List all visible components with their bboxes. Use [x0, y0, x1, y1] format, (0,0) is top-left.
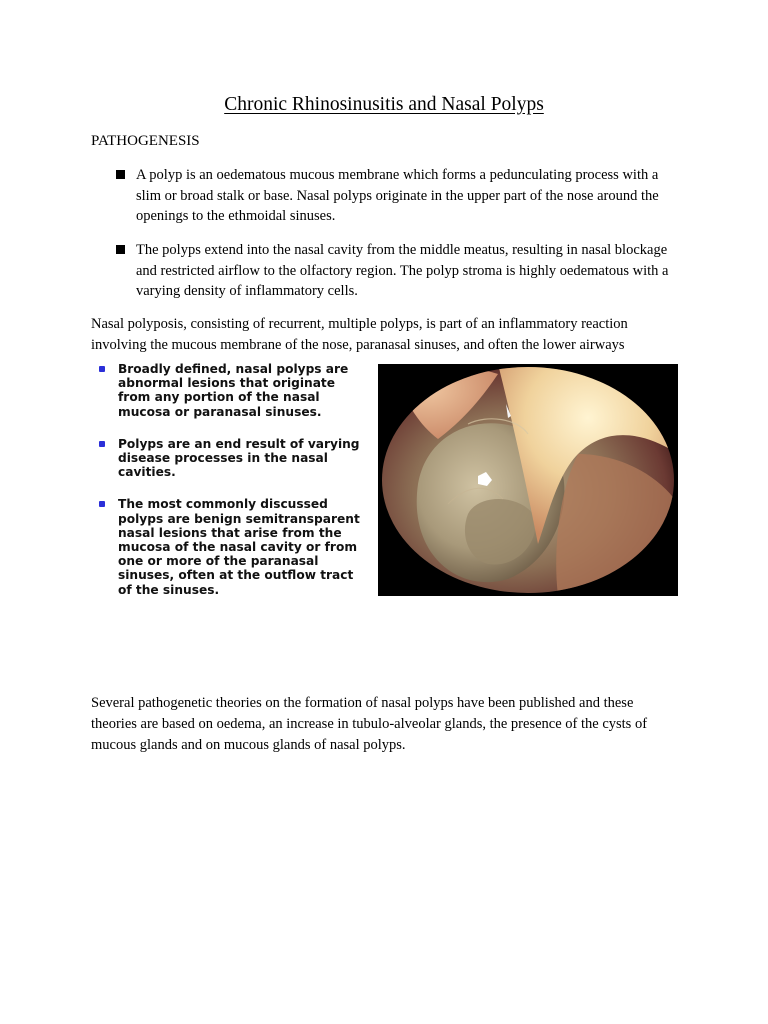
paragraph-theories: Several pathogenetic theories on the formation of nasal polyps have been published and these theories are based on oedema, an increase in tubulo-alveolar glands, the presence of the cysts of mucous glands and on mucous glands of nasal polyps. — [91, 695, 648, 753]
slide-point-text: Polyps are an end result of varying disease processes in the nasal cavities. — [118, 436, 360, 480]
paragraph-polyposis: Nasal polyposis, consisting of recurrent, multiple polyps, is part of an inflammatory reaction involving the mucous membrane of the nose, paranasal sinuses, and often the lower airways — [91, 316, 628, 353]
blue-bullet-icon — [99, 441, 105, 447]
section-heading: PATHOGENESIS — [91, 133, 200, 149]
slide-point-text: The most commonly discussed polyps are benign semitransparent nasal lesions that arise from the mucosa of the nasal cavity or from one or more of the paranasal sinuses, often at the outflow tract of the sinuses. — [118, 497, 360, 597]
bullet-item — [116, 240, 676, 302]
slide-point — [96, 497, 366, 596]
bullet-text: A polyp is an oedematous mucous membrane which forms a pedunculating process with a slim or broad stalk or base. Nasal polyps originate in the upper part of the nose around the openings to the ethmoidal sinuses. — [136, 167, 659, 224]
bullet-text: The polyps extend into the nasal cavity from the middle meatus, resulting in nasal blockage and restricted airflow to the olfactory region. The polyp stroma is highly oedematous with a varying density of inflammatory cells. — [136, 242, 669, 299]
endoscopic-photo-icon — [378, 364, 678, 596]
bullet-item — [116, 165, 676, 227]
slide-point — [96, 437, 366, 480]
page-title: Chronic Rhinosinusitis and Nasal Polyps — [224, 94, 544, 115]
blue-bullet-icon — [99, 501, 105, 507]
square-bullet-icon — [116, 245, 125, 254]
endoscopic-image — [378, 364, 678, 596]
blue-bullet-icon — [99, 366, 105, 372]
slide-points-list — [96, 362, 366, 613]
square-bullet-icon — [116, 170, 125, 179]
slide-point-text: Broadly defined, nasal polyps are abnormal lesions that originate from any portion of the nasal mucosa or paranasal sinuses. — [118, 362, 349, 419]
slide-point — [96, 362, 366, 419]
